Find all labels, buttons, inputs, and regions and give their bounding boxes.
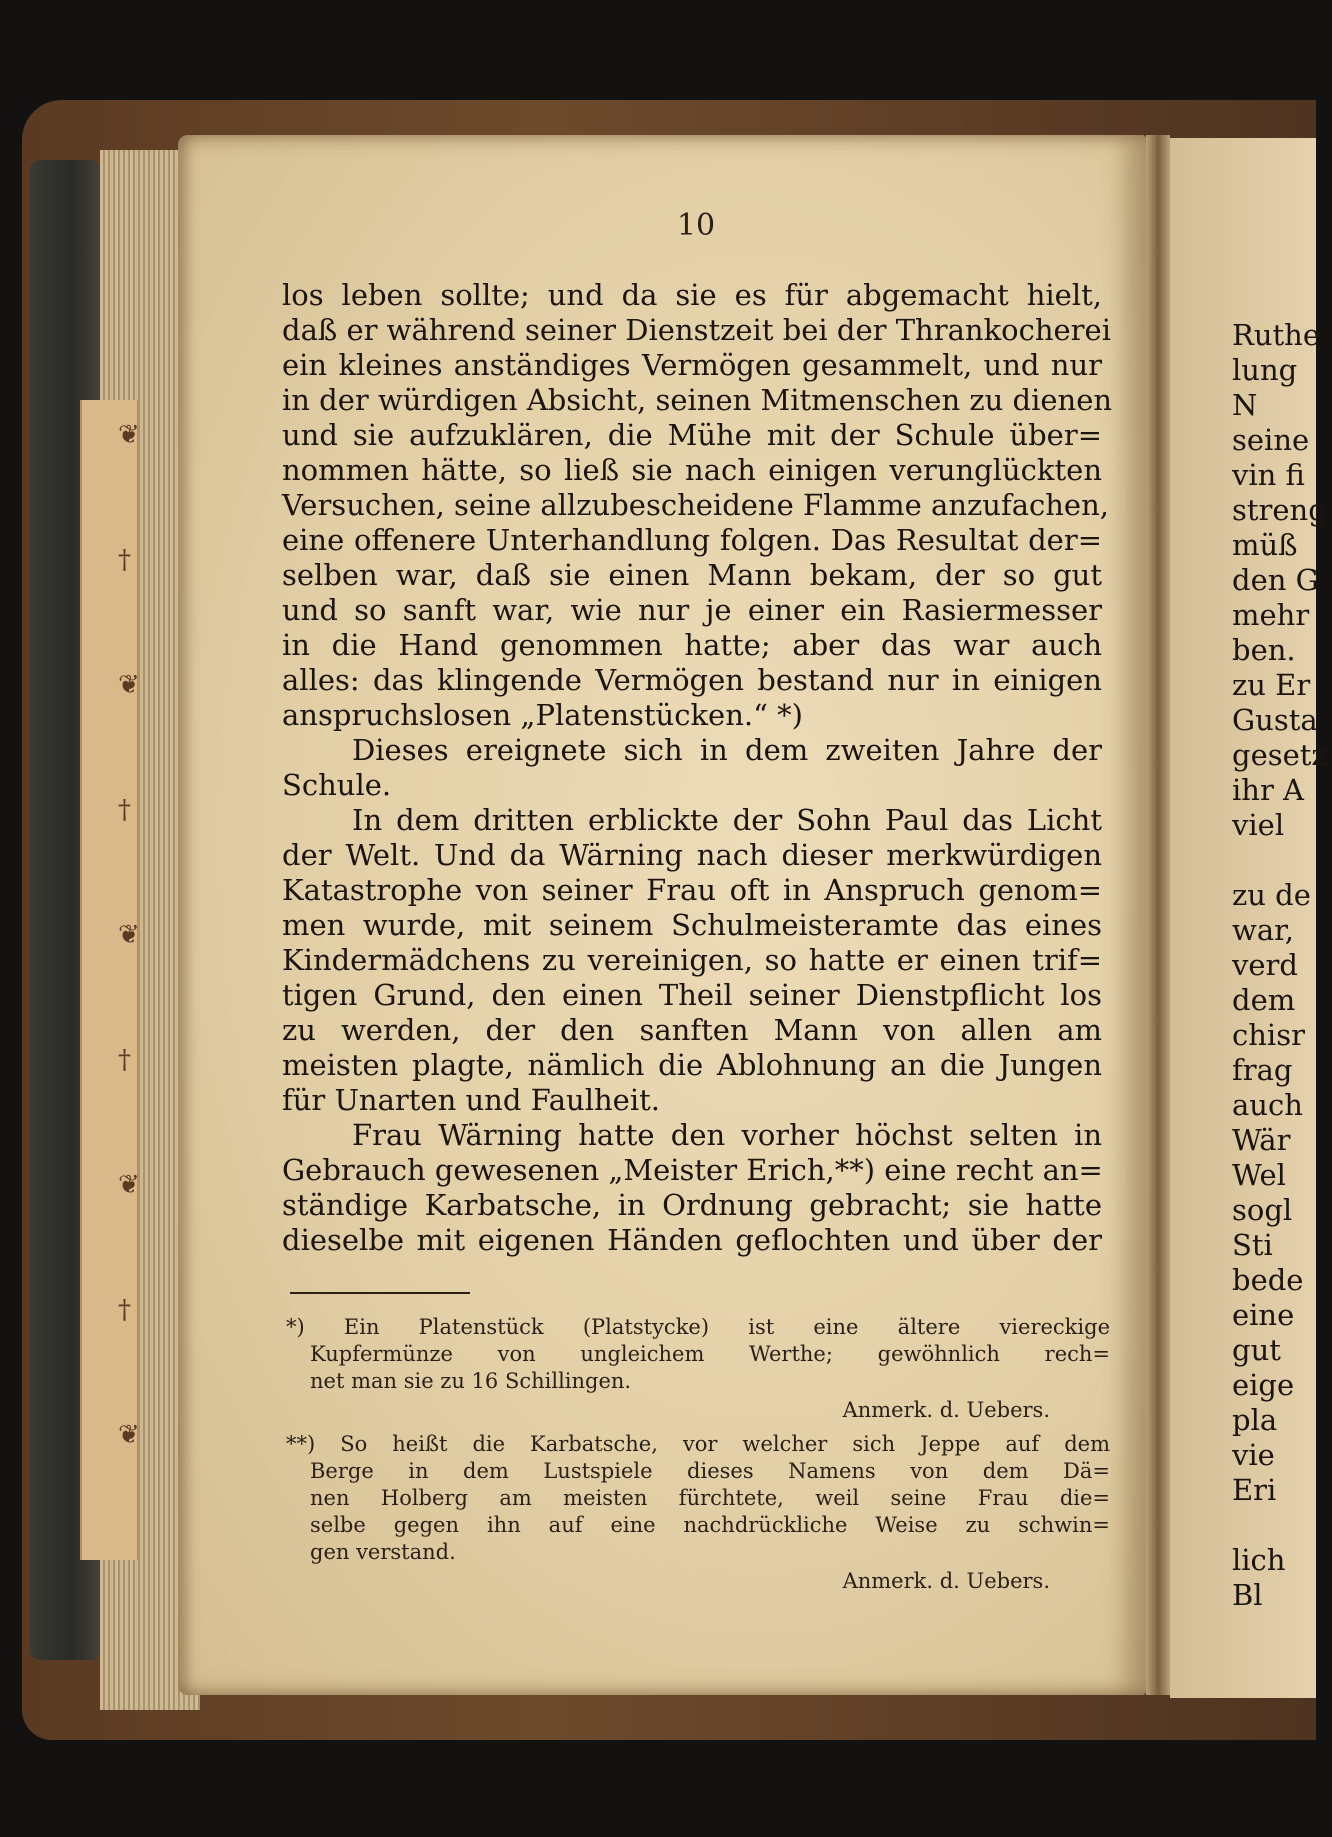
right-page-text [1232,318,1332,1613]
text-line: für Unarten und Faulheit. [282,1083,660,1117]
text-line: nommen hätte, so ließ sie nach einigen verunglückten [282,453,1102,487]
right-page-line: den G [1232,563,1319,597]
right-page-line: streng [1232,493,1327,527]
ornament-icon: ❦ [118,420,140,450]
right-page-line: zu de [1232,878,1311,912]
text-line: in der würdigen Absicht, seinen Mitmenschen zu dienen [282,383,1113,417]
right-page-line: vin fi [1232,458,1305,492]
footnote-rule [290,1292,470,1294]
right-page-line: zu Er [1232,668,1311,702]
right-page-line: Eri [1232,1473,1277,1507]
right-page-line: Ruthe [1232,318,1321,352]
right-page-line [1232,843,1332,878]
right-page-line: dem [1232,983,1296,1017]
right-page-line: viel [1232,808,1285,842]
right-page-line: war, [1232,913,1295,947]
text-line: ständige Karbatsche, in Ordnung gebracht; sie hatte [282,1188,1102,1222]
footnote-line: gen verstand. [310,1540,456,1564]
right-page-line: lung [1232,353,1298,387]
right-page-line: mehr [1232,598,1310,632]
text-line: Kindermädchens zu vereinigen, so hatte er einen trif= [282,943,1102,977]
text-line: Versuchen, seine allzubescheidene Flamme anzufachen, [282,488,1109,522]
footnote-line: Berge in dem Lustspiele dieses Namens von dem Dä= [310,1459,1110,1483]
text-line: Schule. [282,768,392,802]
book-gutter [1146,135,1170,1695]
footnote-line: Kupfermünze von ungleichem Werthe; gewöhnlich rech= [310,1342,1110,1366]
right-page-line: vie [1232,1438,1275,1472]
text-line: und sie aufzuklären, die Mühe mit der Schule über= [282,418,1102,452]
right-page-line: N [1232,388,1258,422]
text-line: ein kleines anständiges Vermögen gesammelt, und nur [282,348,1102,382]
right-page-line: eige [1232,1368,1295,1402]
text-line: selben war, daß sie einen Mann bekam, der so gut [282,558,1102,592]
footnote-signature: Anmerk. d. Uebers. [842,1569,1050,1593]
right-page-line: lich [1232,1543,1286,1577]
text-line: los leben sollte; und da sie es für abgemacht hielt, [282,278,1102,312]
right-page-line: Wel [1232,1158,1286,1192]
bookmark-strip [80,400,139,1560]
right-page-line: ben. [1232,633,1296,667]
text-line: und so sanft war, wie nur je einer ein Rasiermesser [282,593,1102,627]
text-line: meisten plagte, nämlich die Ablohnung an die Jungen [282,1048,1102,1082]
text-line: men wurde, mit seinem Schulmeisteramte das eines [282,908,1102,942]
text-line: Katastrophe von seiner Frau oft in Anspruch genom= [282,873,1102,907]
right-page-line: auch [1232,1088,1303,1122]
right-page-line: verd [1232,948,1298,982]
ornament-icon: ❦ [118,670,140,700]
right-page-line: seine [1232,423,1310,457]
text-line: eine offenere Unterhandlung folgen. Das Resultat der= [282,523,1102,557]
footnote-line: net man sie zu 16 Schillingen. [310,1369,632,1393]
right-page-line: Bl [1232,1578,1263,1612]
text-line: In dem dritten erblickte der Sohn Paul das Licht [352,803,1102,837]
footnote-line: **) So heißt die Karbatsche, vor welcher sich Jeppe auf dem [286,1432,1110,1456]
ornament-icon: † [118,1045,131,1075]
right-page-line: gut [1232,1333,1281,1367]
ornament-icon: † [118,795,131,825]
text-line: Gebrauch gewesenen „Meister Erich,**) eine recht an= [282,1153,1103,1187]
page-number: 10 [676,208,716,243]
text-line: Frau Wärning hatte den vorher höchst selten in [352,1118,1102,1152]
right-page-line: chisr [1232,1018,1305,1052]
footnote-line: *) Ein Platenstück (Platstycke) ist eine ältere viereckige [286,1315,1110,1339]
right-page-line [1232,1508,1332,1543]
text-line: alles: das klingende Vermögen bestand nur in einigen [282,663,1102,697]
ornament-icon: † [118,1295,131,1325]
text-line: der Welt. Und da Wärning nach dieser merkwürdigen [282,838,1102,872]
right-page-line: bede [1232,1263,1304,1297]
ornament-icon: ❦ [118,1170,140,1200]
right-page-line: ihr A [1232,773,1304,807]
footnote-line: selbe gegen ihn auf eine nachdrückliche Weise zu schwin= [310,1513,1110,1537]
text-line: zu werden, der den sanften Mann von allen am [282,1013,1102,1047]
right-page-line: Wär [1232,1123,1291,1157]
right-page-line: pla [1232,1403,1278,1437]
text-line: dieselbe mit eigenen Händen geflochten und über der [282,1223,1102,1257]
right-page-line: müß [1232,528,1298,562]
text-line: in die Hand genommen hatte; aber das war auch [282,628,1102,662]
ornament-icon: ❦ [118,920,140,950]
right-page-line: Gusta [1232,703,1318,737]
text-line: daß er während seiner Dienstzeit bei der Thrankocherei [282,313,1111,347]
footnote-line: nen Holberg am meisten fürchtete, weil seine Frau die= [310,1486,1110,1510]
right-page-line: sogl [1232,1193,1293,1227]
text-line: Dieses ereignete sich in dem zweiten Jahre der [352,733,1102,767]
text-line: anspruchslosen „Platenstücken.“ *) [282,698,803,732]
footnotes-block [286,1314,1110,1602]
right-page-line: Sti [1232,1228,1273,1262]
footnote-signature: Anmerk. d. Uebers. [842,1398,1050,1422]
text-line: tigen Grund, den einen Theil seiner Dienstpflicht los [282,978,1102,1012]
right-page-line: gesetz [1232,738,1327,772]
ornament-icon: † [118,545,131,575]
main-text-block [282,278,1113,1258]
right-page-line: eine [1232,1298,1295,1332]
ornament-icon: ❦ [118,1420,140,1450]
right-page-line: frag [1232,1053,1293,1087]
